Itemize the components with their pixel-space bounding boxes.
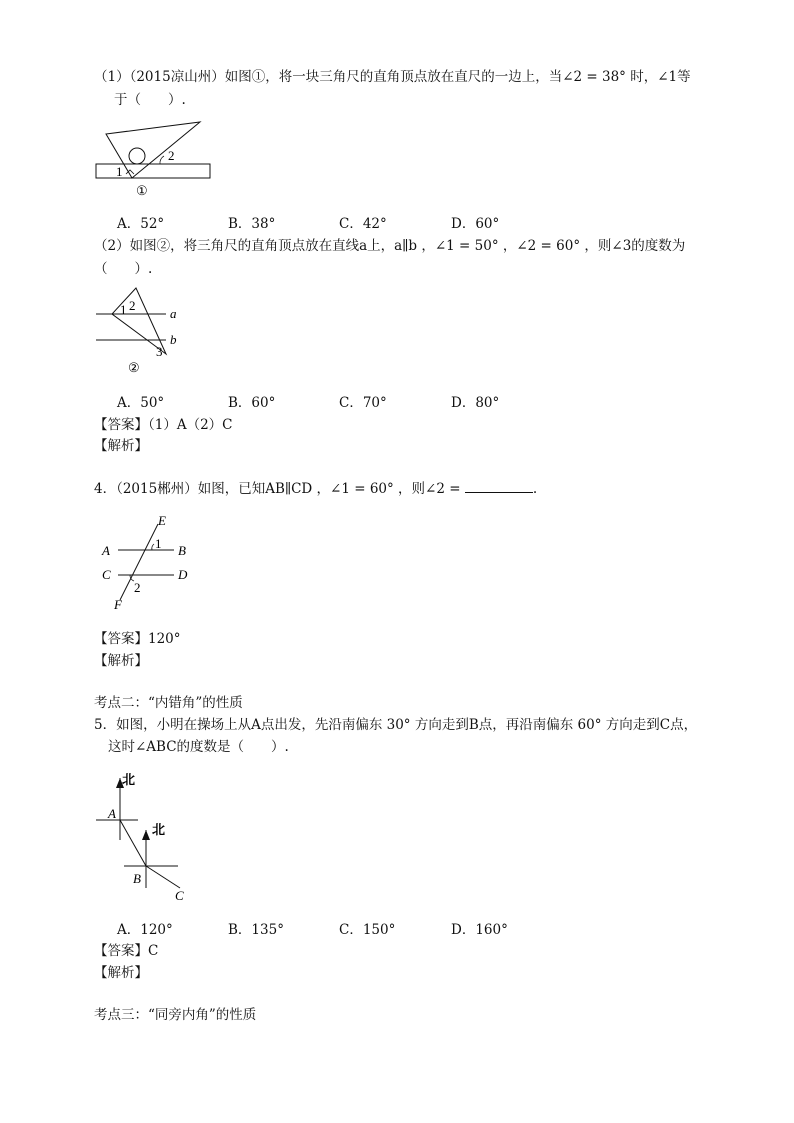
q4-label-E: E <box>158 513 166 528</box>
fig1-angle-2-label: 2 <box>168 148 175 163</box>
q4-label-A: A <box>102 543 110 558</box>
q5-option-a: A．120° <box>117 922 173 938</box>
fig2-angle-3-label: 3 <box>156 344 163 359</box>
q5-north-label-1: 北 <box>122 772 136 787</box>
q4-stem <box>94 479 537 498</box>
q4-angle-1-label: 1 <box>155 536 162 551</box>
q4-answer-blank <box>465 479 533 493</box>
q3-part2-option-a: A．50° <box>117 395 165 411</box>
q5-option-c: C．150° <box>339 922 396 938</box>
q4-label-F: F <box>114 597 122 612</box>
fig2-line-b-label: b <box>170 332 177 347</box>
figure-2-parallel-lines <box>94 284 194 376</box>
q5-analysis: 【解析】 <box>94 965 148 981</box>
fig1-angle-1-label: 1 <box>116 164 123 179</box>
q5-label-B: B <box>133 871 141 886</box>
fig1-label: ① <box>136 183 148 198</box>
fig2-angle-2-label: 2 <box>129 298 136 313</box>
q3-part2-option-c: C．70° <box>339 395 387 411</box>
q3-part1-option-a: A．52° <box>117 216 165 232</box>
q3-part2-line2: （ ）. <box>94 261 153 277</box>
q3-part2-option-b: B．60° <box>228 395 276 411</box>
fig2-line-a-label: a <box>170 306 177 321</box>
q3-part1-option-b: B．38° <box>228 216 276 232</box>
q3-analysis: 【解析】 <box>94 438 148 454</box>
q5-option-d: D．160° <box>451 922 508 938</box>
q5-answer: 【答案】C <box>94 943 159 959</box>
q3-answer: 【答案】（1）A（2）C <box>94 417 233 433</box>
q3-part2-option-d: D．80° <box>451 395 500 411</box>
q4-angle-2-label: 2 <box>134 580 141 595</box>
q3-part1-option-d: D．60° <box>451 216 500 232</box>
q5-label-A: A <box>108 806 116 821</box>
q3-part1-line1: （1）（2015凉山州）如图①，将一块三角尺的直角顶点放在直尺的一边上，当∠2 = 38° 时，∠1等 <box>94 69 691 85</box>
q5-option-b: B．135° <box>228 922 284 938</box>
q4-stem-text: 4．（2015郴州）如图，已知AB∥CD ，∠1 = 60° ，则∠2 = <box>94 481 461 497</box>
figure-1-triangle-ruler <box>90 112 220 202</box>
section-3-heading: 考点三：“同旁内角”的性质 <box>94 1007 257 1023</box>
section-2-heading: 考点二：“内错角”的性质 <box>94 695 243 711</box>
q5-label-C: C <box>175 888 184 903</box>
fig2-label: ② <box>128 360 140 375</box>
figure-q4-transversal <box>100 512 200 612</box>
q4-label-C: C <box>102 567 111 582</box>
q4-answer: 【答案】120° <box>94 631 181 647</box>
fig2-angle-1-label: 1 <box>120 302 127 317</box>
q3-part1-line2: 于（ ）. <box>114 92 186 108</box>
q5-line1: 5．如图，小明在操场上从A点出发，先沿南偏东 30° 方向走到B点，再沿南偏东 60° 方向走到C点， <box>94 717 698 733</box>
q5-line2: 这时∠ABC的度数是（ ）. <box>108 739 289 755</box>
q4-analysis: 【解析】 <box>94 653 148 669</box>
q5-north-label-2: 北 <box>152 822 166 837</box>
q4-label-B: B <box>178 543 186 558</box>
figure-q5-direction <box>96 770 196 906</box>
q4-label-D: D <box>178 567 188 582</box>
q4-stem-suffix: . <box>532 481 538 497</box>
q3-part1-option-c: C．42° <box>339 216 387 232</box>
q3-part2-line1: （2）如图②，将三角尺的直角顶点放在直线a上，a∥b ，∠1 = 50° ，∠2 = 60° ，则∠3的度数为 <box>94 238 686 254</box>
